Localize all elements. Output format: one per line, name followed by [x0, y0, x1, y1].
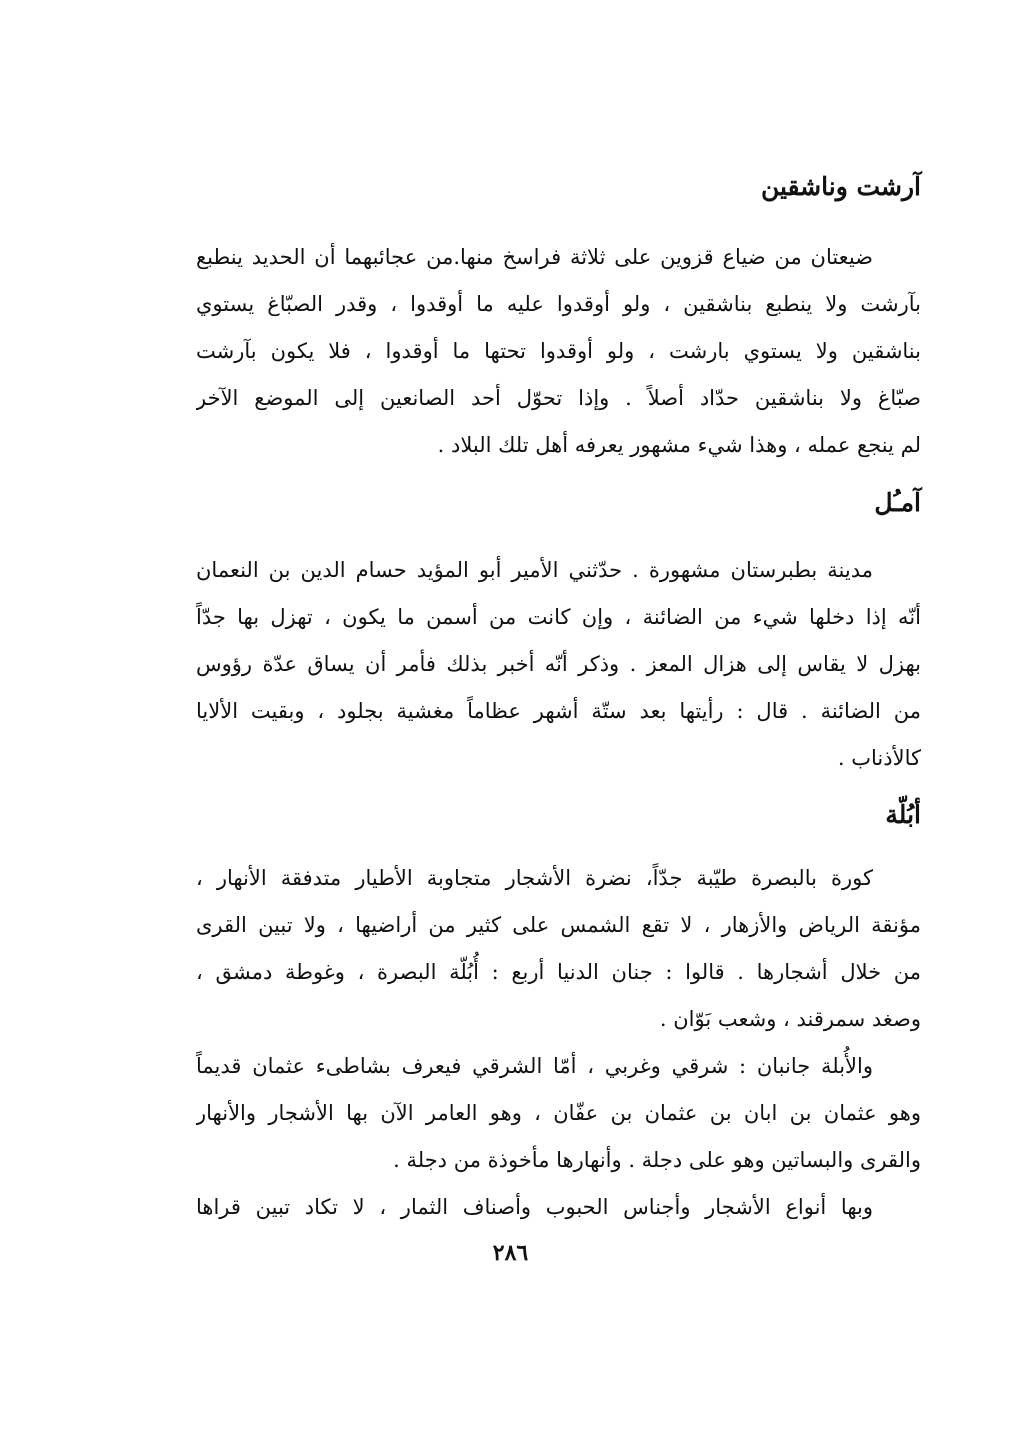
text-line: أنّه إذا دخلها شيء من الضائنة ، وإن كانت من أسمن ما يكون ، تهزل بها جدّاً: [196, 605, 921, 629]
section-heading-ubulla: أبُلّة: [885, 800, 921, 829]
text-line: بآرشت ولا ينطبع بناشقين ، ولو أوقدوا عليه ما أوقدوا ، وقدر الصبّاغ يستوي: [196, 292, 921, 316]
section-body-ubulla: [196, 855, 921, 1231]
text-line: بهزل لا يقاس إلى هزال المعز . وذكر أنّه أخبر بذلك فأمر أن يساق عدّة رؤوس: [196, 652, 921, 676]
text-line: مؤنقة الرياض والأزهار ، لا تقع الشمس على كثير من أراضيها ، ولا تبين القرى: [196, 913, 921, 937]
text-line: وصغد سمرقند ، وشعب بَوّان .: [659, 1007, 921, 1031]
text-line: من الضائنة . قال : رأيتها بعد ستّة أشهر عظاماً مغشية بجلود ، وبقيت الألايا: [196, 699, 921, 723]
section-heading-amul: آمـُل: [874, 488, 921, 517]
text-line: كالأذناب .: [837, 746, 921, 770]
text-line: كورة بالبصرة طيّبة جدّاً، نضرة الأشجار متجاوبة الأطيار متدفقة الأنهار ،: [196, 866, 873, 890]
text-line: والأُبلة جانبان : شرقي وغربي ، أمّا الشرقي فيعرف بشاطىء عثمان قديماً: [196, 1054, 873, 1078]
text-line: والقرى والبساتين وهو على دجلة . وأنهارها مأخوذة من دجلة .: [393, 1148, 921, 1172]
text-line: صبّاغ ولا بناشقين حدّاد أصلاً . وإذا تحوّل أحد الصانعين إلى الموضع الآخر: [196, 386, 921, 410]
text-line: لم ينجع عمله ، وهذا شيء مشهور يعرفه أهل تلك البلاد .: [437, 433, 921, 457]
text-line: وهو عثمان بن ابان بن عثمان بن عفّان ، وهو العامر الآن بها الأشجار والأنهار: [196, 1101, 921, 1125]
section-heading-arsht: آرشت وناشقين: [760, 172, 921, 201]
text-line: ضيعتان من ضياع قزوين على ثلاثة فراسخ منها.من عجائبهما أن الحديد ينطبع: [196, 245, 873, 269]
text-line: مدينة بطبرستان مشهورة . حدّثني الأمير أبو المؤيد حسام الدين بن النعمان: [196, 558, 873, 582]
section-body-arsht: [196, 234, 921, 469]
text-line: وبها أنواع الأشجار وأجناس الحبوب وأصناف الثمار ، لا تكاد تبين قراها: [196, 1195, 873, 1219]
page-number: ٢٨٦: [492, 1240, 529, 1266]
text-line: بناشقين ولا يستوي بارشت ، ولو أوقدوا تحتها ما أوقدوا ، فلا يكون بآرشت: [196, 339, 921, 363]
section-body-amul: [196, 547, 921, 782]
text-line: من خلال أشجارها . قالوا : جنان الدنيا أربع : أُبُلّة البصرة ، وغوطة دمشق ،: [196, 960, 921, 984]
